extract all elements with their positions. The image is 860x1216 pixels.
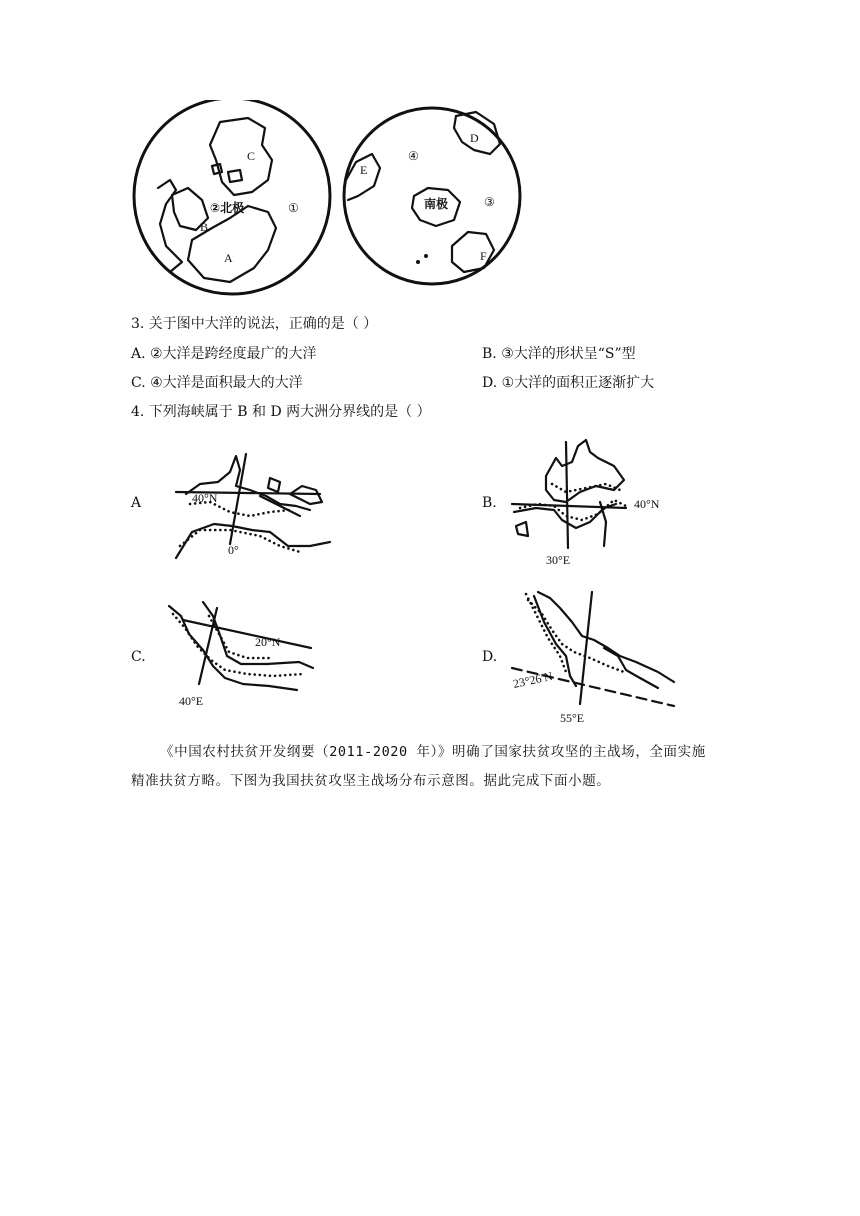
strait-map-c[interactable] — [163, 598, 323, 713]
map-a-lat-label: 40°N — [192, 491, 218, 505]
map-b-lat-label: 40°N — [634, 497, 660, 511]
ocean-4-label: ④ — [408, 149, 419, 163]
polar-globes-figure — [130, 100, 530, 305]
continent-C-label: C — [247, 149, 256, 163]
south-pole-label: 南极 — [424, 197, 449, 211]
question-4-option-a-letter[interactable]: A — [131, 495, 142, 511]
continent-A-label: A — [224, 251, 233, 265]
question-4-option-c-letter[interactable]: C. — [131, 649, 146, 665]
question-3-option-b[interactable]: B. ③大洋的形状呈“S”型 — [482, 346, 636, 362]
map-b-lon-label: 30°E — [546, 553, 571, 567]
map-d-lat-label: 23°26′N — [511, 668, 554, 691]
strait-map-d[interactable] — [508, 586, 680, 726]
question-4-option-d-letter[interactable]: D. — [482, 649, 498, 665]
strait-map-b[interactable] — [506, 436, 676, 571]
strait-map-a[interactable] — [170, 446, 350, 561]
continent-D-label: D — [470, 131, 479, 145]
question-4-stem: 4. 下列海峡属于 B 和 D 两大洲分界线的是（ ） — [131, 404, 431, 420]
map-d-lon-label: 55°E — [560, 711, 585, 725]
continent-B-label: B — [200, 220, 209, 234]
ocean-1-label: ① — [288, 201, 299, 215]
ocean-3-label: ③ — [484, 195, 495, 209]
north-pole-label: ②北极 — [210, 201, 245, 215]
question-3-option-c[interactable]: C. ④大洋是面积最大的大洋 — [131, 375, 303, 391]
map-a-lon-label: 0° — [228, 543, 239, 557]
continent-F-label: F — [480, 249, 487, 263]
north-pole-globe — [134, 100, 330, 294]
continent-E-label: E — [360, 163, 368, 177]
question-3-stem: 3. 关于图中大洋的说法，正确的是（ ） — [131, 316, 378, 332]
map-c-lat-label: 20°N — [255, 635, 281, 649]
passage-line-1: 《中国农村扶贫开发纲要（2011-2020 年）》明确了国家扶贫攻坚的主战场，全面实施 — [160, 744, 706, 760]
question-3-option-a[interactable]: A. ②大洋是跨经度最广的大洋 — [131, 346, 317, 362]
map-c-lon-label: 40°E — [179, 694, 204, 708]
question-4-option-b-letter[interactable]: B. — [482, 495, 497, 511]
question-3-option-d[interactable]: D. ①大洋的面积正逐渐扩大 — [482, 375, 655, 391]
passage-line-2: 精准扶贫方略。下图为我国扶贫攻坚主战场分布示意图。据此完成下面小题。 — [131, 773, 611, 789]
south-pole-globe — [344, 108, 520, 284]
